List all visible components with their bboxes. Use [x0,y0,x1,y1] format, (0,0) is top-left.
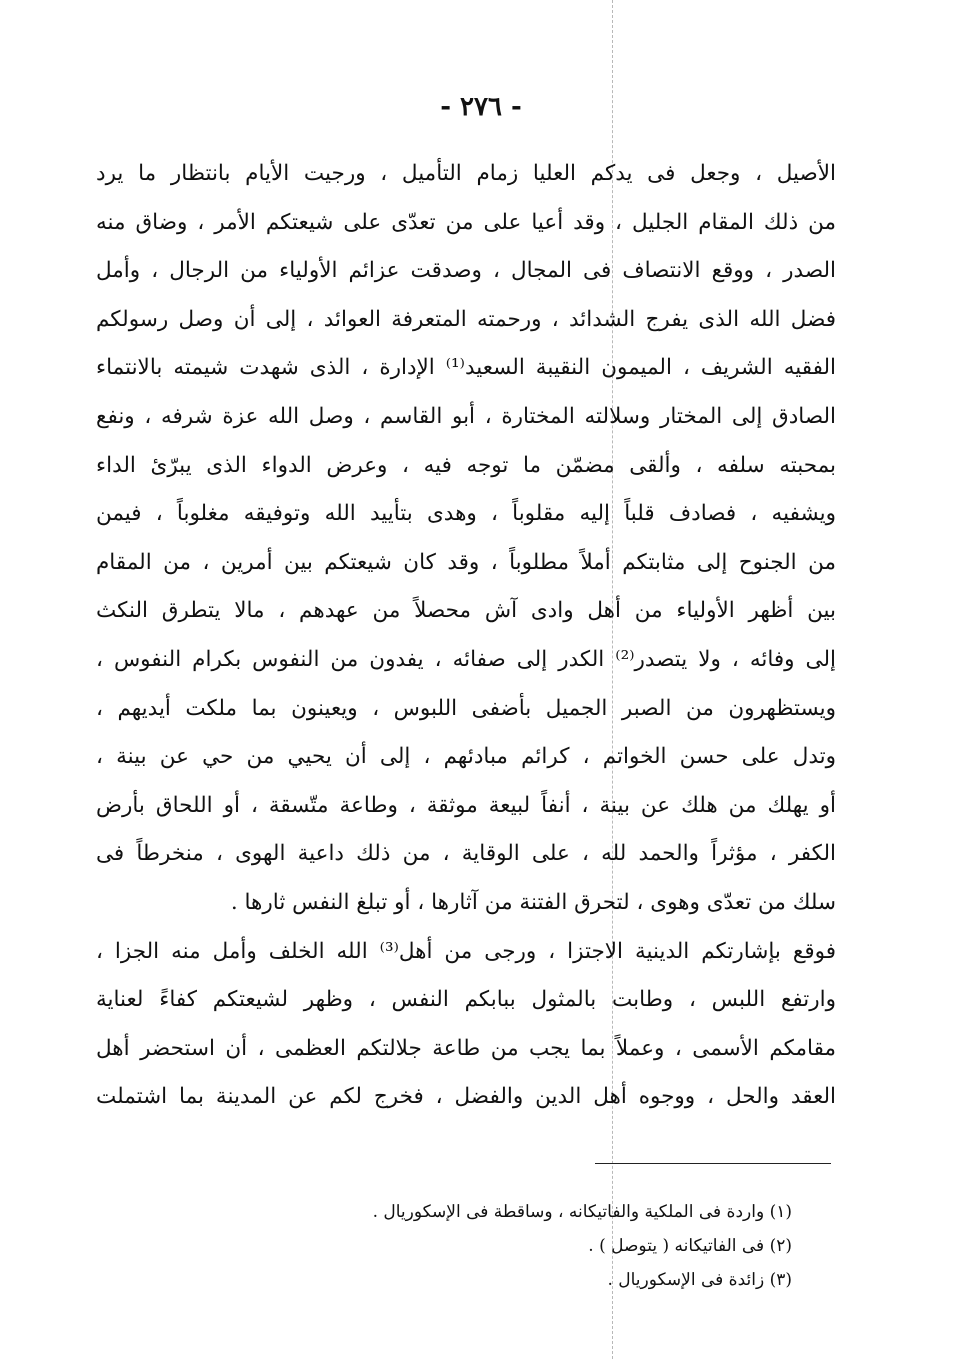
text-line: الأصيل ، وجعل فى يدكم العليا زمام التأميل ، ورجيت الأيام بانتظار ما يرد [96,161,836,186]
text-line: الصادق إلى المختار وسلالته المختارة ، أبو القاسم ، وصل الله عزة شرفه ، ونفع [96,403,836,429]
text-line: ويشفيه ، فصادف قلباً إليه مقلوباً ، وهدى بتأييد الله وتوفيقه مغلوباً ، فيمن [96,501,836,527]
text-line: الفقيه الشريف ، الميمون النقيبة السعيد⁽¹⁾ الإدارة ، الذى شهدت شيمته بالانتماء [96,355,836,381]
text-line: بين أظهر الأولياء من أهل وادى آش محصلاً من عهدهم ، مالا يتطرق النكث [96,598,836,624]
text-line: وتدل على حسن الخواتم ، كرائم مبادئهم ، إلى أن يحيي من حي عن بينة ، [96,744,836,770]
text-line: من الجنوح إلى مثابتكم أملاً مطلوباً ، وقد كان شيعتكم بين أمرين ، من المقام [96,549,836,575]
text-line: فضل الله الذى يفرج الشدائد ، ورحمته المتعرفة العوائد ، إلى أن وصل رسولكم [96,306,836,332]
text-line: العقد والحل ، ووجوه أهل الدين والفضل ، فخرج لكم عن المدينة بما اشتملت [96,1084,836,1110]
footnote: (٣) زائدة فى الإسكوريال . [607,1270,792,1290]
text-line: فوقع بإشارتكم الدينية الاجتزا ، ورجى من أهل⁽³⁾ الله الخلف وأمل منه الجزا ، [96,938,836,964]
footnote: (١) واردة فى الملكية والفاتيكانه ، وساقطة فى الإسكوريال . [372,1202,792,1222]
footnotes [300,1195,792,1297]
text-line: من ذلك المقام الجليل ، وقد أعيا على من تعدّى على شيعتكم الأمر ، وضاق منه [96,209,836,235]
text-line: إلى وفائه ، ولا يتصدر⁽²⁾ الكدر إلى صفائه ، يفدون من النفوس بكرام النفوس ، [96,646,836,672]
text-line: بمحبته سلفه ، وألقى مضمّن ما توجه فيه ، وعرض الدواء الذى يبرّئ الداء [96,452,836,478]
text-line: ويستظهرون من الصبر الجميل بأضفى اللبوس ، ويعينون بما ملكت أيديهم ، [96,695,836,721]
body-text [96,150,836,1122]
text-line: سلك من تعدّى وهوى ، لتحرق الفتنة من آثارها ، أو تبلغ النفس ثارها . [230,889,836,915]
text-line: الكفر ، مؤثراً والحمد لله ، على الوقاية ، من ذلك داعية الهوى ، منخرطاً فى [96,841,836,867]
footnote-separator [595,1163,831,1164]
text-line: أو يهلك من هلك عن بينة ، أنفاً لبيعة موثقة ، وطاعة متّسقة ، أو اللحاق بأرض [96,792,836,818]
footnote: (٢) فى الفاتيكانه ( يتوصل ) . [588,1236,792,1256]
page-number: - ٢٧٦ - [440,92,522,122]
text-line: مقامكم الأسمى ، وعملاً بما يجب من طاعة جلالتكم العظمى ، أن استحضر أهل [96,1035,836,1061]
text-line: وارتفع اللبس ، وطابت بالمثول ببابكم النفس ، وظهر لشيعتكم كفاءً لعناية [96,987,836,1013]
text-line: الصدر ، ووقع الانتصاف فى المجال ، وصدقت عزائم الأولياء من الرجال ، وأمل [96,258,836,284]
